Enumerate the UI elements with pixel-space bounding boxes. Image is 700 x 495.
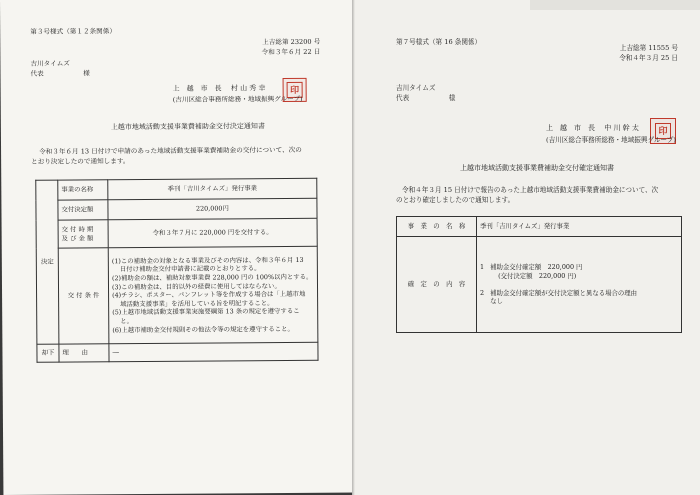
- row-value-grant-amount: 220,000円: [108, 198, 317, 219]
- right-form-number: 第７号様式（第 16 条関係）: [396, 38, 482, 46]
- left-decision-table: [35, 178, 318, 363]
- right-document: [352, 0, 700, 495]
- row-label-project-name: 事 業 の 名 称: [397, 217, 477, 237]
- right-addressee-rep: 代表 様: [396, 94, 456, 102]
- condition-line: (2)補助金の額は、補助対象事業費 228,000 円の 100%以内とする。: [111, 272, 313, 283]
- right-date: 令和４年３月 25 日: [619, 54, 678, 62]
- row-label-conditions: 交 付 条 件: [58, 248, 109, 344]
- condition-line: (5)上越市地域活動支援事業実施要綱第 13 条の規定を遵守するこ: [112, 307, 300, 317]
- condition-line: と。: [120, 317, 134, 326]
- row-label-timing: 交 付 時 期 及 び 金 額: [58, 220, 108, 248]
- left-official-seal: 印: [283, 78, 307, 102]
- row-value-confirmation: [477, 237, 682, 333]
- left-body-line1: 令和３年６月 13 日付けで申請のあった地域活動支援事業費補助金の交付について、次の: [39, 145, 302, 156]
- right-issuer: 上 越 市 長 中 川 幹 太: [546, 124, 639, 132]
- condition-line: 日付け補助金交付申請書に記載のとおりとする。: [119, 264, 261, 274]
- left-body-line2: とおり決定したので通知します。: [31, 157, 130, 166]
- left-date: 令和３年６月 22 日: [261, 47, 321, 57]
- condition-line: (4)チラシ、ポスター、パンフレット等を作成する場合は「上越市地: [112, 290, 306, 300]
- row-label-reason: 理 由: [59, 344, 109, 362]
- left-title: 上越市地域活動支援事業費補助金交付決定通知書: [110, 122, 265, 132]
- decision-label: 決定: [36, 180, 59, 344]
- condition-line: (3)この補助金は、目的以外の経費に使用してはならない。: [111, 281, 281, 291]
- left-addressee-rep: 代表 様: [30, 69, 90, 78]
- right-issuer-dept: (吉川区総合事務所総務・地域振興グループ): [546, 136, 676, 144]
- paper-strip: [530, 0, 700, 10]
- left-issuer: 上 越 市 長 村 山 秀 幸: [172, 84, 266, 93]
- right-title: 上越市地域活動支援事業費補助金交付確定通知書: [460, 164, 614, 172]
- left-issuer-dept: (吉川区総合事務所総務・地域振興グループ): [172, 94, 303, 104]
- condition-line: (1)この補助金の対象となる事業及びその内容は、令和３年６月 13: [111, 255, 304, 266]
- left-form-number: 第３号様式（第１２条関係）: [30, 27, 116, 36]
- row-value-timing: 令和３年７月に 220,000 円を交付する。: [108, 218, 317, 247]
- row-label-confirmation: 確 定 の 内 容: [397, 237, 477, 333]
- sheet-edge-shadow: [352, 0, 355, 495]
- row-label-project-name: 事業の名称: [58, 180, 108, 200]
- right-doc-number: 上吉総第 11555 号: [619, 44, 678, 52]
- left-doc-number: 上吉総第 23200 号: [262, 37, 321, 47]
- right-addressee-org: 吉川タイムズ: [396, 84, 436, 92]
- row-value-conditions: [108, 246, 318, 343]
- right-confirmation-table: [396, 216, 682, 333]
- right-official-seal: 印: [650, 118, 676, 144]
- right-body-line1: 令和４年３月 15 日付けで報告のあった上越市地域活動支援事業費補助金について、次: [402, 186, 659, 194]
- row-value-reason: ―: [109, 342, 318, 361]
- condition-line: (6)上越市補助金交付規則その他法令等の規定を遵守すること。: [112, 324, 294, 334]
- right-body-line2: のとおり確定しましたので通知します。: [396, 196, 515, 204]
- left-addressee-org: 吉川タイムズ: [30, 59, 70, 68]
- row-value-project-name: 季刊「吉川タイムズ」発行事業: [108, 178, 317, 199]
- condition-line: 域活動支援事業」を活用している旨を明記すること。: [120, 298, 274, 308]
- rejection-label: 却下: [37, 344, 59, 362]
- confirmation-item: 2 補助金交付確定額が交付決定額と異なる場合の理由 なし: [480, 288, 638, 306]
- row-value-project-name: 季刊「吉川タイムズ」発行事業: [477, 217, 682, 237]
- row-label-grant-amount: 交付決定額: [58, 200, 108, 220]
- confirmation-item: 1 補助金交付確定額 220,000 円 (交付決定額 220,000 円): [480, 263, 583, 280]
